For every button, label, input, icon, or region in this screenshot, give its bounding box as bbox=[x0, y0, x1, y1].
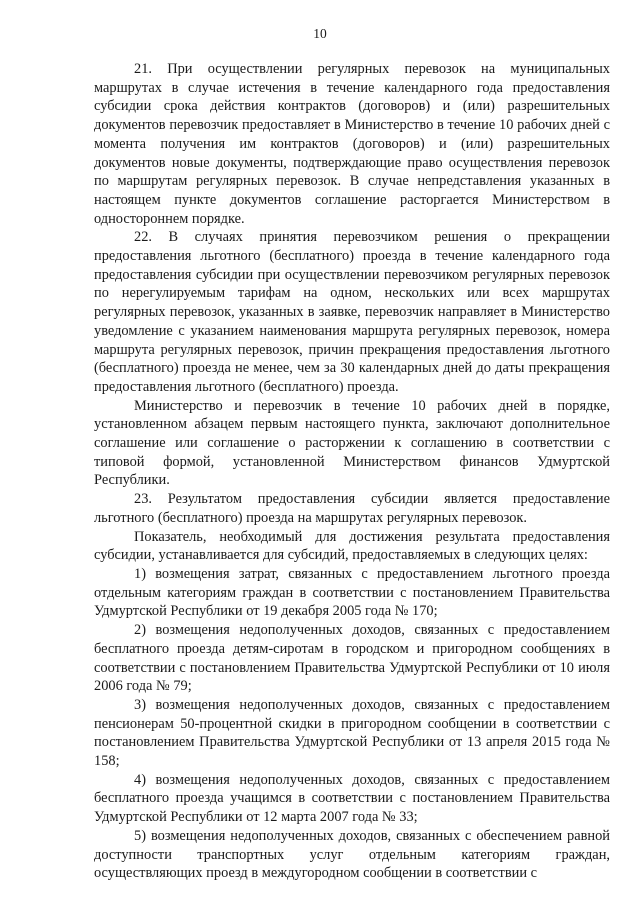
paragraph-indicator: Показатель, необходимый для достижения результата предоставления субсидии, устанавливается для субсидий, предоставляемых в следующих целях: bbox=[94, 528, 610, 564]
paragraph-22-agreement: Министерство и перевозчик в течение 10 рабочих дней в порядке, установленном абзацем первым настоящего пункта, заключают дополнительное соглашение или соглашение о расторжении к соглашению в соответствии с типовой формой, установленной Министерством финансов Удмуртской Республики. bbox=[94, 397, 610, 489]
list-item-1: 1) возмещения затрат, связанных с предоставлением льготного проезда отдельным категориям граждан в соответствии с постановлением Правительства Удмуртской Республики от 19 декабря 2005 года № 170; bbox=[94, 565, 610, 620]
document-body bbox=[94, 60, 610, 883]
list-item-3: 3) возмещения недополученных доходов, связанных с предоставлением пенсионерам 50-процентной скидки в пригородном сообщении в соответствии с постановлением Правительства Удмуртской Республики от 13 апреля 2015 года № 158; bbox=[94, 696, 610, 770]
paragraph-23: 23. Результатом предоставления субсидии является предоставление льготного (бесплатного) проезда на маршрутах регулярных перевозок. bbox=[94, 491, 610, 526]
page-number: 10 bbox=[313, 26, 327, 41]
list-item-2: 2) возмещения недополученных доходов, связанных с предоставлением бесплатного проезда детям-сиротам в городском и пригородном сообщениях в соответствии с постановлением Правительства Удмуртской Республики от 10 июля 2006 года № 79; bbox=[94, 622, 610, 695]
list-item-4: 4) возмещения недополученных доходов, связанных с предоставлением бесплатного проезда учащимся в соответствии с постановлением Правительства Удмуртской Республики от 12 марта 2007 года № 33; bbox=[94, 771, 610, 826]
list-item-5: 5) возмещения недополученных доходов, связанных с обеспечением равной доступности транспортных услуг отдельным категориям граждан, осуществляющих проезд в междугородном сообщении в соответствии с bbox=[94, 827, 610, 882]
paragraph-21: 21. При осуществлении регулярных перевозок на муниципальных маршрутах в случае истечения в течение календарного года предоставления субсидии срока действия контрактов (договоров) и (или) разрешительных документов перевозчик предоставляет в Министерство в течение 10 рабочих дней с момента получения им контрактов (договоров) и (или) разрешительных документов новые документы, подтверждающие право осуществления перевозок по маршрутам регулярных перевозок. В случае непредставления указанных в настоящем пункте документов соглашение расторгается Министерством в одностороннем порядке. bbox=[94, 61, 610, 227]
paragraph-22: 22. В случаях принятия перевозчиком решения о прекращении предоставления льготного (бесплатного) проезда в течение календарного года предоставления субсидии при осуществлении перевозчиком регулярных перевозок по нерегулируемым тарифам на одном, нескольких или всех маршрутах регулярных перевозок, указанных в заявке, перевозчик направляет в Министерство уведомление с указанием наименования маршрута регулярных перевозок, номера маршрута регулярных перевозок, причин прекращения предоставления льготного (бесплатного) проезда не менее, чем за 30 календарных дней до даты прекращения предоставления льготного (бесплатного) проезда. bbox=[94, 229, 610, 395]
